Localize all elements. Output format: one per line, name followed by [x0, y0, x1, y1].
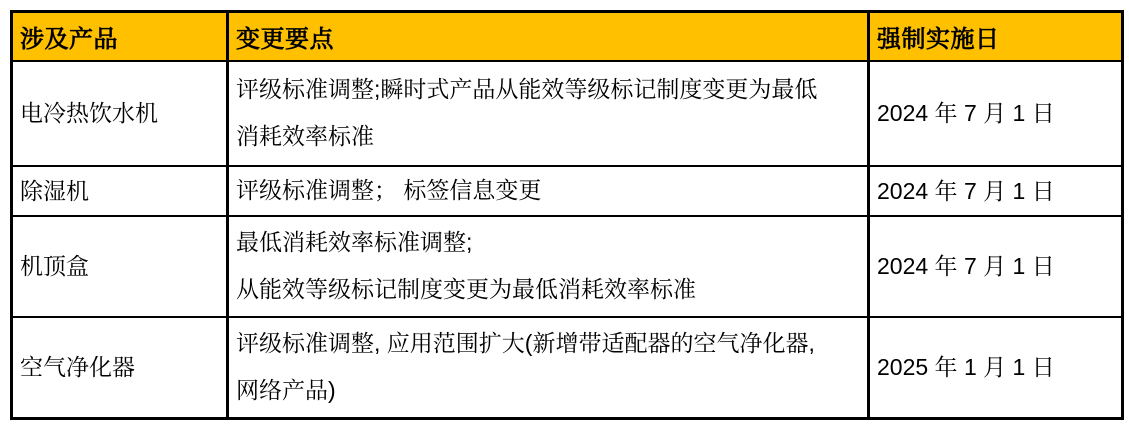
header-row [12, 12, 1123, 61]
changes-cell [228, 61, 869, 166]
changes-line: 消耗效率标准 [236, 123, 374, 149]
product-cell: 空气净化器 [12, 317, 228, 419]
changes-line: 评级标准调整;瞬时式产品从能效等级标记制度变更为最低 [236, 76, 818, 102]
changes-cell [228, 216, 869, 317]
changes-cell [228, 166, 869, 216]
changes-line: 网络产品) [236, 377, 336, 404]
date-cell: 2024 年 7 月 1 日 [869, 61, 1123, 166]
header-cell-date: 强制实施日 [869, 12, 1123, 61]
changes-line: 评级标准调整； 标签信息变更 [236, 177, 542, 203]
product-cell: 除湿机 [12, 166, 228, 216]
product-cell: 电冷热饮水机 [12, 61, 228, 166]
changes-line: 从能效等级标记制度变更为最低消耗效率标准 [236, 276, 696, 302]
table-row [12, 166, 1123, 216]
changes-line: 评级标准调整, 应用范围扩大(新增带适配器的空气净化器, [236, 330, 815, 357]
standards-table [10, 10, 1124, 420]
date-cell: 2024 年 7 月 1 日 [869, 166, 1123, 216]
table-container [10, 10, 1124, 420]
table-row [12, 216, 1123, 317]
header-cell-changes: 变更要点 [228, 12, 869, 61]
changes-line: 最低消耗效率标准调整; [236, 229, 473, 255]
table-row [12, 317, 1123, 419]
changes-cell [228, 317, 869, 419]
date-cell: 2024 年 7 月 1 日 [869, 216, 1123, 317]
date-cell: 2025 年 1 月 1 日 [869, 317, 1123, 419]
product-cell: 机顶盒 [12, 216, 228, 317]
header-cell-product: 涉及产品 [12, 12, 228, 61]
table-row [12, 61, 1123, 166]
